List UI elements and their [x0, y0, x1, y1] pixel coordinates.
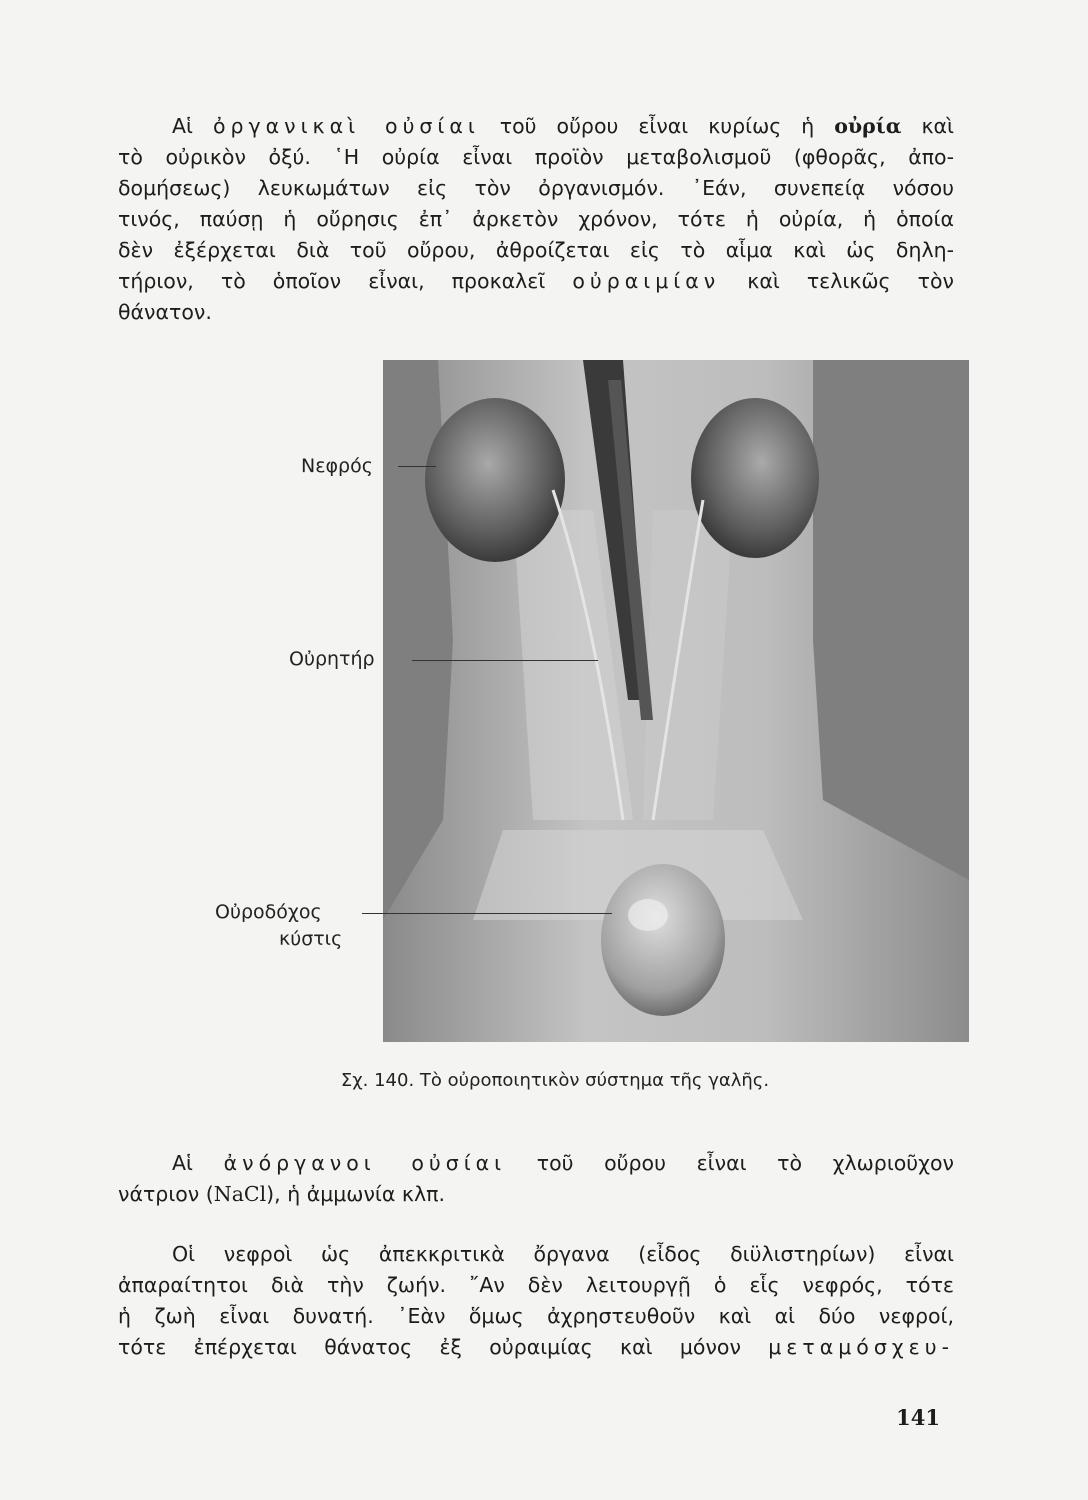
paragraph-line: δὲν ἐξέρχεται διὰ τοῦ οὔρου, ἀθροίζεται εἰς τὸ αἷμα καὶ ὡς δηλη-: [118, 238, 954, 262]
paragraph-inorganic-substances: [118, 1148, 954, 1210]
paragraph-line: [118, 1148, 954, 1179]
paragraph-line: [118, 266, 954, 297]
bold-term: οὐρία: [834, 114, 902, 138]
paragraph-line: [118, 1179, 954, 1210]
text-span: τότε ἐπέρχεται θάνατος ἐξ οὐραιμίας καὶ μόνον: [118, 1335, 769, 1359]
paragraph-line: [118, 111, 954, 142]
bladder-highlight: [628, 899, 668, 931]
page-number: 141: [896, 1405, 940, 1430]
label-kidney: Νεφρός: [301, 455, 373, 477]
paragraph-line: τινός, παύσῃ ἡ οὔρησις ἐπ᾿ ἀρκετὸν χρόνον, τότε ἡ οὐρία, ἡ ὁποία: [118, 207, 954, 231]
label-ureter: Οὐρητήρ: [289, 648, 375, 670]
kidney-right: [691, 398, 819, 558]
paragraph-line: δομήσεως) λευκωμάτων εἰς τὸν ὀργανισμόν. ᾿Εάν, συνεπείᾳ νόσου: [118, 176, 954, 200]
text-span: Αἱ: [172, 1151, 224, 1175]
text-span: τοῦ οὔρου εἶναι τὸ χλωριοῦχον: [506, 1151, 954, 1175]
leader-ureter: [412, 660, 598, 661]
text-span: ), ἡ ἀμμωνία κλπ.: [266, 1182, 445, 1206]
kidney-left: [425, 398, 565, 562]
leader-kidney: [398, 466, 436, 467]
text-span: τήριον, τὸ ὁποῖον εἶναι, προκαλεῖ: [118, 269, 573, 293]
paragraph-line: θάνατον.: [118, 300, 212, 324]
leader-bladder: [362, 913, 612, 914]
text-span: καὶ: [901, 114, 954, 138]
spaced-term: οὐραιμίαν: [572, 269, 721, 293]
paragraph-organic-substances: [118, 111, 954, 328]
paragraph-line: [118, 1332, 954, 1363]
spaced-term: μεταμόσχευ-: [768, 1335, 954, 1359]
paragraph-line: ἡ ζωὴ εἶναι δυνατή. ᾿Εὰν ὅμως ἀχρηστευθοῦν καὶ αἱ δύο νεφροί,: [118, 1304, 954, 1328]
paragraph-line: Οἱ νεφροὶ ὡς ἀπεκκριτικὰ ὄργανα (εἶδος διϋλιστηρίων) εἶναι: [172, 1242, 954, 1266]
spaced-term: ἀνόργανοι οὐσίαι: [223, 1151, 507, 1175]
text-span: νάτριον (: [118, 1182, 214, 1206]
urinary-system-photo: [383, 360, 969, 1042]
text-span: τοῦ οὔρου εἶναι κυρίως ἡ: [479, 114, 835, 138]
paragraph-line: τὸ οὐρικὸν ὀξύ. ῾Η οὐρία εἶναι προϊὸν μεταβολισμοῦ (φθορᾶς, ἀπο-: [118, 145, 954, 169]
label-bladder-1: Οὐροδόχος: [215, 901, 322, 923]
label-bladder-2: κύστις: [279, 928, 343, 950]
bladder: [601, 864, 725, 1016]
chemical-formula: NaCl: [213, 1182, 267, 1206]
text-span: καὶ τελικῶς τὸν: [720, 269, 954, 293]
figure-caption: Σχ. 140. Τὸ οὐροποιητικὸν σύστημα τῆς γαλῆς.: [340, 1070, 770, 1091]
paragraph-line: ἀπαραίτητοι διὰ τὴν ζωήν. ῎Αν δὲν λειτουργῇ ὁ εἷς νεφρός, τότε: [118, 1273, 954, 1297]
text-span: Αἱ: [172, 114, 213, 138]
paragraph-kidneys: [118, 1239, 954, 1363]
spaced-term: ὀργανικαὶ οὐσίαι: [212, 114, 480, 138]
